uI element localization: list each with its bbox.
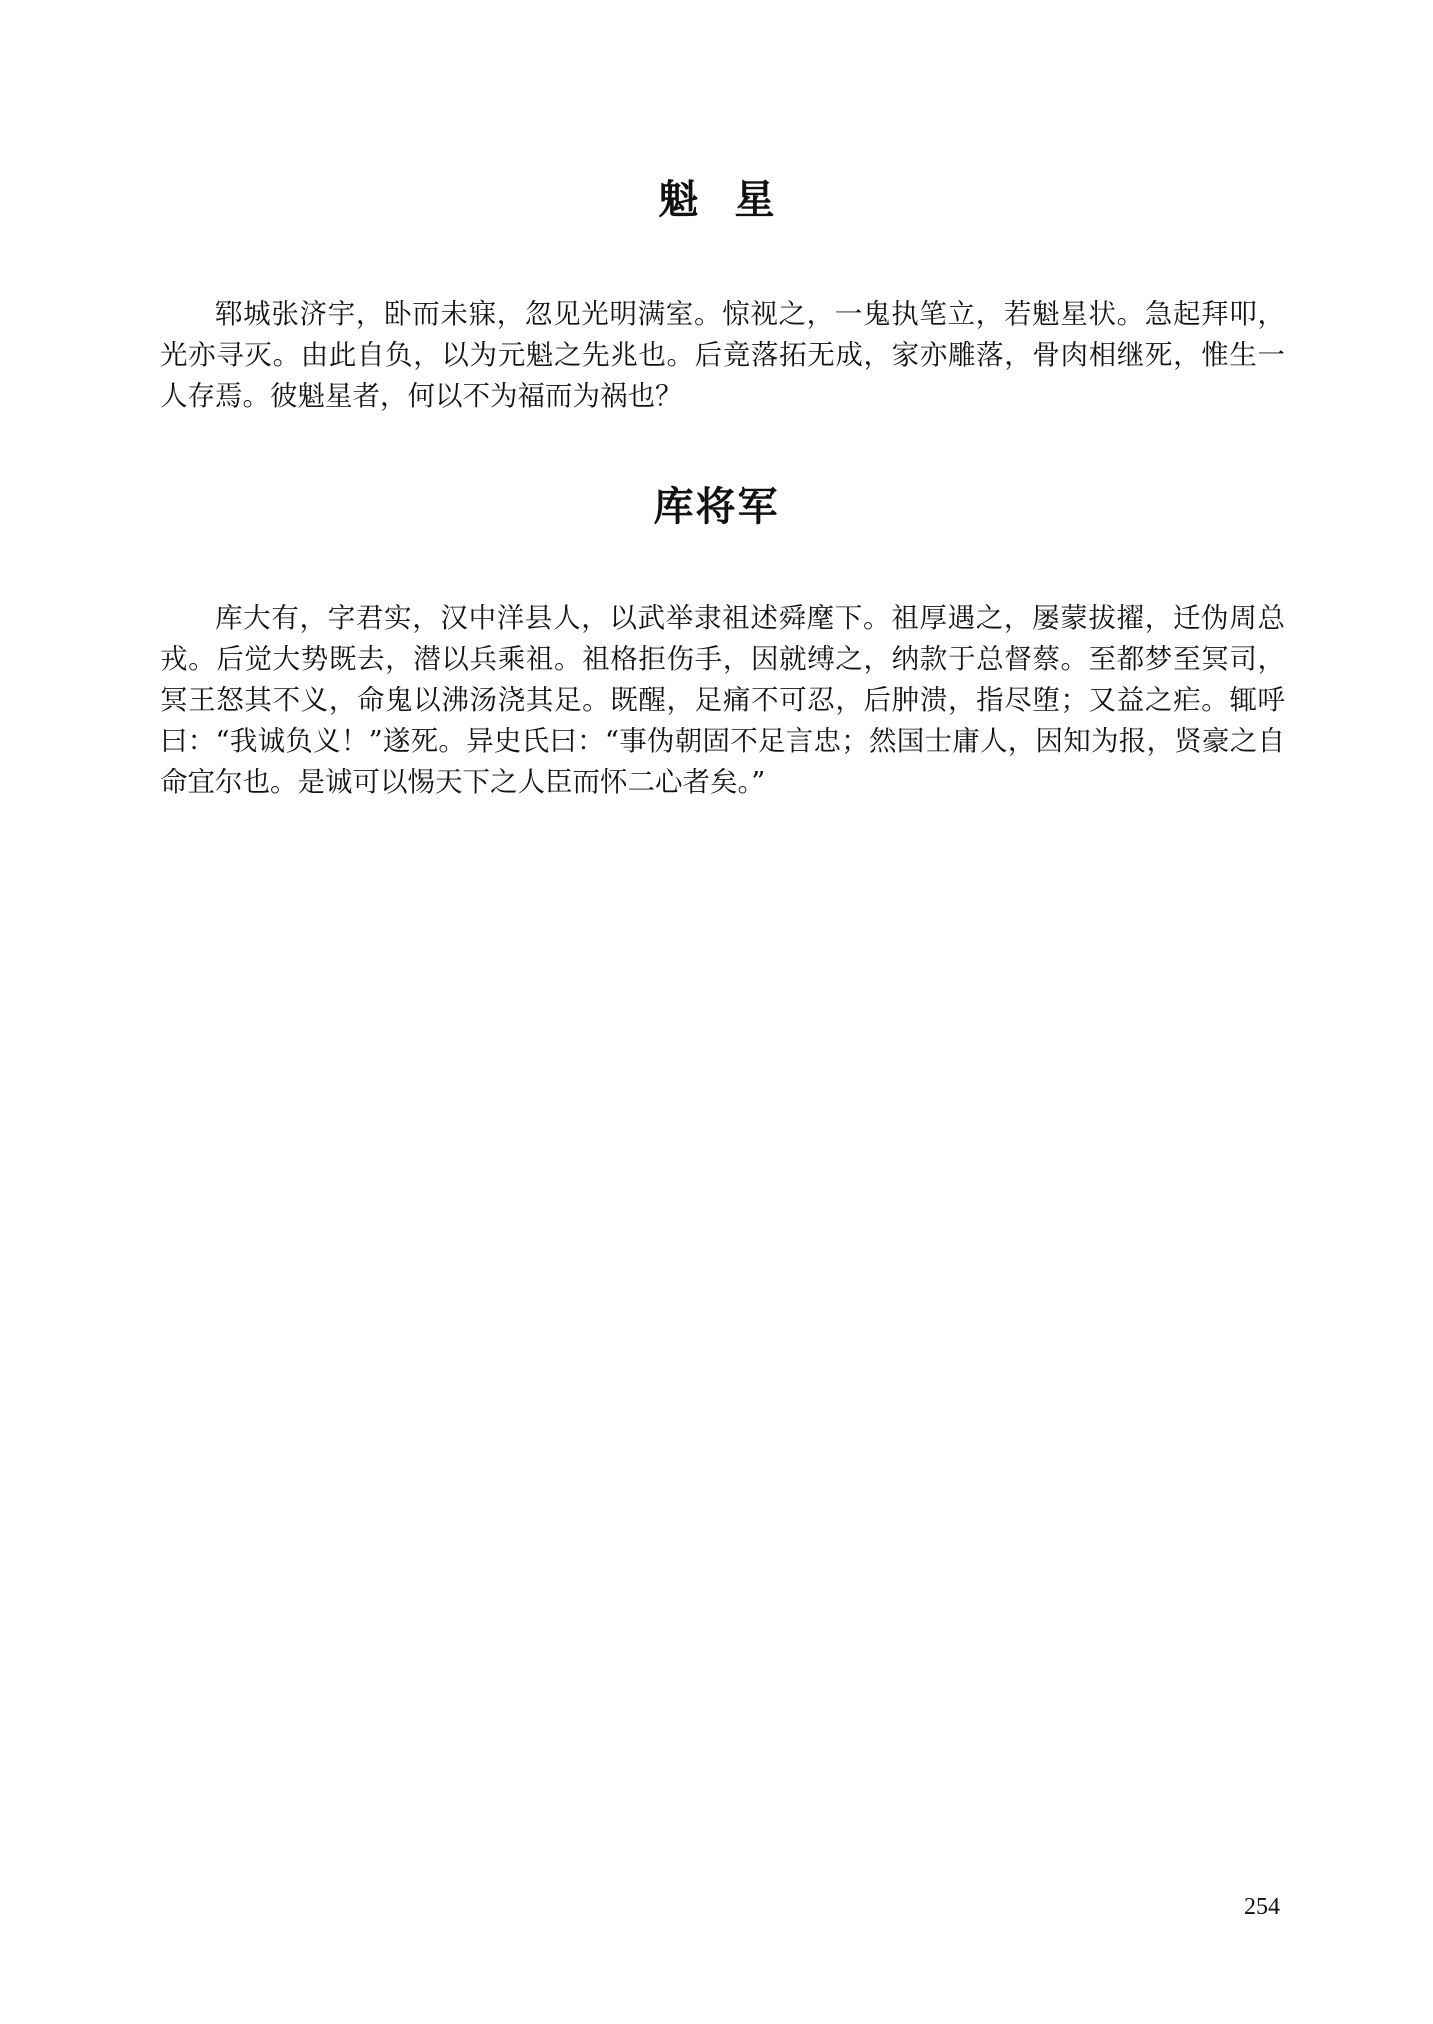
paragraph: 库大有，字君实，汉中洋县人，以武举隶祖述舜麾下。祖厚遇之，屡蒙拔擢，迁伪周总戎。后觉大势既去，潜以兵乘祖。祖格拒伤手，因就缚之，纳款于总督蔡。至都梦至冥司，冥王怒其不义，命鬼以沸汤浇其足。既醒，足痛不可忍，后肿溃，指尽堕；又益之疟。辄呼曰：“我诚负义！”遂死。异史氏曰：“事伪朝固不足言忠；然国士庸人，因知为报，贤豪之自命宜尔也。是诚可以惕天下之人臣而怀二心者矣。” (160, 602, 1285, 798)
section-body-kujiangjun (160, 598, 1285, 803)
section-title-kujiangjun: 库将军 (653, 484, 780, 530)
section-title-kuixing: 魁星 (658, 177, 811, 223)
paragraph: 郓城张济宇，卧而未寐，忽见光明满室。惊视之，一鬼执笔立，若魁星状。急起拜叩，光亦寻灭。由此自负，以为元魁之先兆也。后竟落拓无成，家亦雕落，骨肉相继死，惟生一人存焉。彼魁星者，何以不为福而为祸也？ (160, 298, 1285, 412)
page-number: 254 (1244, 1894, 1280, 1920)
section-body-kuixing (160, 294, 1285, 417)
